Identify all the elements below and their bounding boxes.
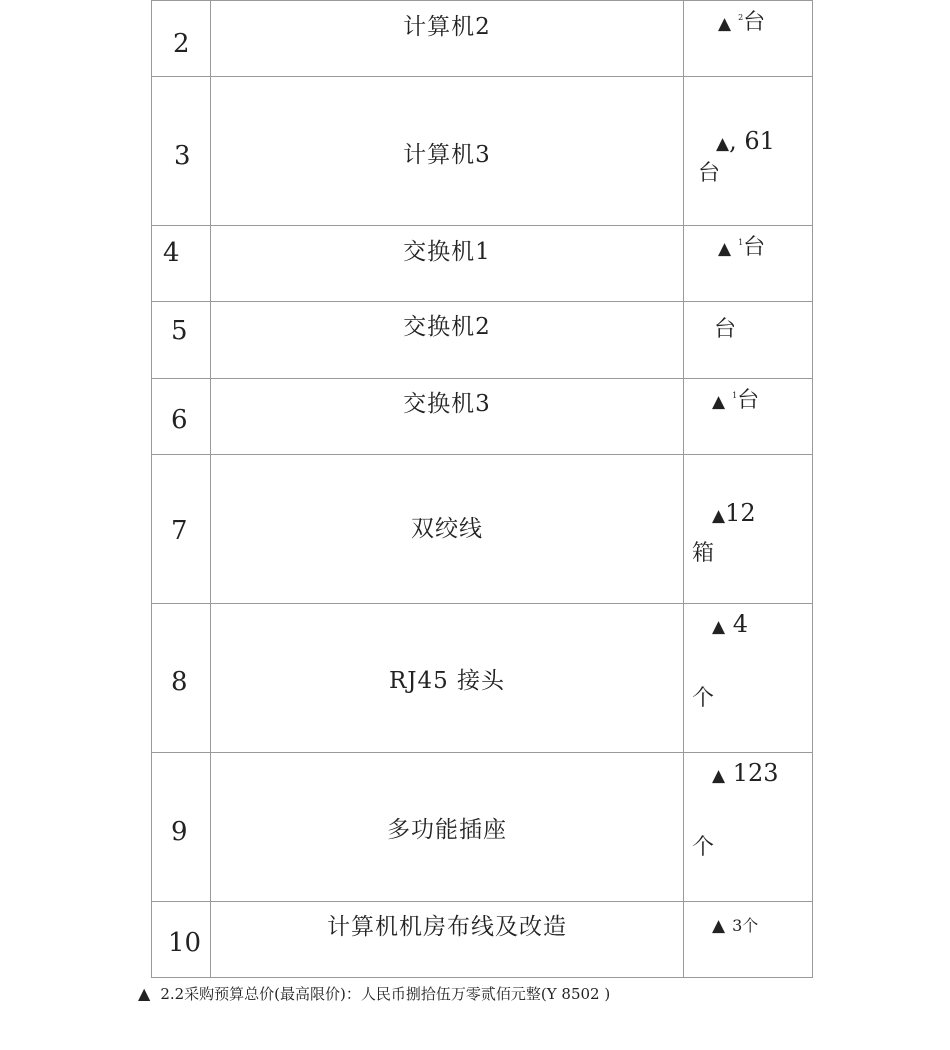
item-name: 计算机3	[403, 142, 491, 168]
item-name-cell	[211, 753, 684, 902]
quantity-amount-line	[712, 612, 748, 636]
table-row	[152, 902, 813, 978]
quantity-superscript: 2	[738, 13, 744, 22]
quantity-cell	[684, 753, 813, 902]
row-number: 10	[168, 928, 202, 958]
item-name: 交换机3	[403, 391, 491, 417]
quantity-superscript: 1	[738, 238, 744, 247]
item-name-cell	[211, 302, 684, 379]
item-name: 双绞线	[411, 516, 483, 542]
table-row	[152, 455, 813, 604]
budget-note	[138, 983, 610, 1004]
item-name-cell	[211, 77, 684, 226]
row-number-cell	[152, 753, 211, 902]
row-number: 5	[171, 316, 188, 346]
row-number-cell	[152, 302, 211, 379]
triangle-marker: ▲	[716, 134, 730, 154]
quantity-unit: 台	[698, 161, 721, 186]
quantity	[718, 12, 765, 34]
quantity-unit: 台	[743, 10, 766, 35]
quantity-cell	[684, 302, 813, 379]
quantity	[712, 390, 759, 412]
quantity-amount-line	[712, 761, 779, 785]
item-name-cell	[211, 1, 684, 77]
triangle-marker: ▲	[712, 916, 726, 936]
quantity-unit: 个	[692, 835, 715, 860]
item-name: 计算机2	[403, 14, 491, 40]
quantity	[718, 237, 765, 259]
quantity-amount: 123	[732, 759, 779, 787]
item-name-cell	[211, 604, 684, 753]
triangle-marker: ▲	[712, 766, 726, 786]
table-row	[152, 77, 813, 226]
quantity-superscript: 1	[732, 391, 738, 400]
quantity	[712, 914, 758, 936]
quantity-cell	[684, 455, 813, 604]
row-number-cell	[152, 77, 211, 226]
quantity-amount: 3	[732, 916, 743, 935]
row-number: 2	[173, 29, 190, 59]
quantity-unit: 台	[737, 388, 760, 413]
row-number-cell	[152, 455, 211, 604]
quantity-unit: 个	[692, 686, 715, 711]
quantity-unit: 台	[714, 317, 737, 342]
row-number-cell	[152, 226, 211, 302]
triangle-marker: ▲	[712, 617, 726, 637]
item-name-cell	[211, 379, 684, 455]
quantity-cell	[684, 226, 813, 302]
table-row	[152, 1, 813, 77]
quantity-cell	[684, 379, 813, 455]
procurement-table	[151, 0, 813, 978]
quantity-amount-line	[716, 129, 775, 153]
item-name-cell	[211, 455, 684, 604]
quantity-cell	[684, 77, 813, 226]
item-name: RJ45 接头	[388, 668, 506, 694]
item-name: 多功能插座	[387, 817, 507, 843]
quantity-cell	[684, 902, 813, 978]
quantity-unit: 箱	[692, 541, 715, 566]
row-number: 3	[174, 141, 191, 171]
item-name: 计算机机房布线及改造	[327, 914, 567, 940]
table-row	[152, 226, 813, 302]
budget-note-text: 2.2采购预算总价(最高限价)：人民币捌拾伍万零贰佰元整(Y 8502 )	[160, 985, 611, 1003]
table-row	[152, 753, 813, 902]
quantity-amount-line	[712, 501, 756, 525]
table-row	[152, 302, 813, 379]
triangle-marker: ▲	[712, 506, 726, 526]
quantity-cell	[684, 604, 813, 753]
triangle-marker: ▲	[712, 392, 726, 412]
triangle-marker: ▲	[718, 239, 732, 259]
item-name-cell	[211, 226, 684, 302]
row-number-cell	[152, 379, 211, 455]
quantity-amount: 4	[732, 610, 748, 638]
row-number: 8	[171, 667, 188, 697]
row-number: 7	[171, 516, 188, 546]
quantity-unit: 台	[743, 235, 766, 260]
row-number-cell	[152, 902, 211, 978]
item-name: 交换机2	[403, 314, 491, 340]
quantity-unit: 个	[742, 916, 759, 935]
table-row	[152, 604, 813, 753]
item-name-cell	[211, 902, 684, 978]
row-number-cell	[152, 604, 211, 753]
row-number: 6	[171, 405, 188, 435]
row-number-cell	[152, 1, 211, 77]
item-name: 交换机1	[403, 239, 491, 265]
row-number: 9	[171, 817, 188, 847]
row-number: 4	[163, 238, 180, 268]
triangle-marker: ▲	[138, 984, 151, 1003]
quantity-cell	[684, 1, 813, 77]
quantity-amount: , 61	[729, 127, 775, 155]
table-row	[152, 379, 813, 455]
triangle-marker: ▲	[718, 14, 732, 34]
quantity-amount: 12	[725, 499, 756, 527]
